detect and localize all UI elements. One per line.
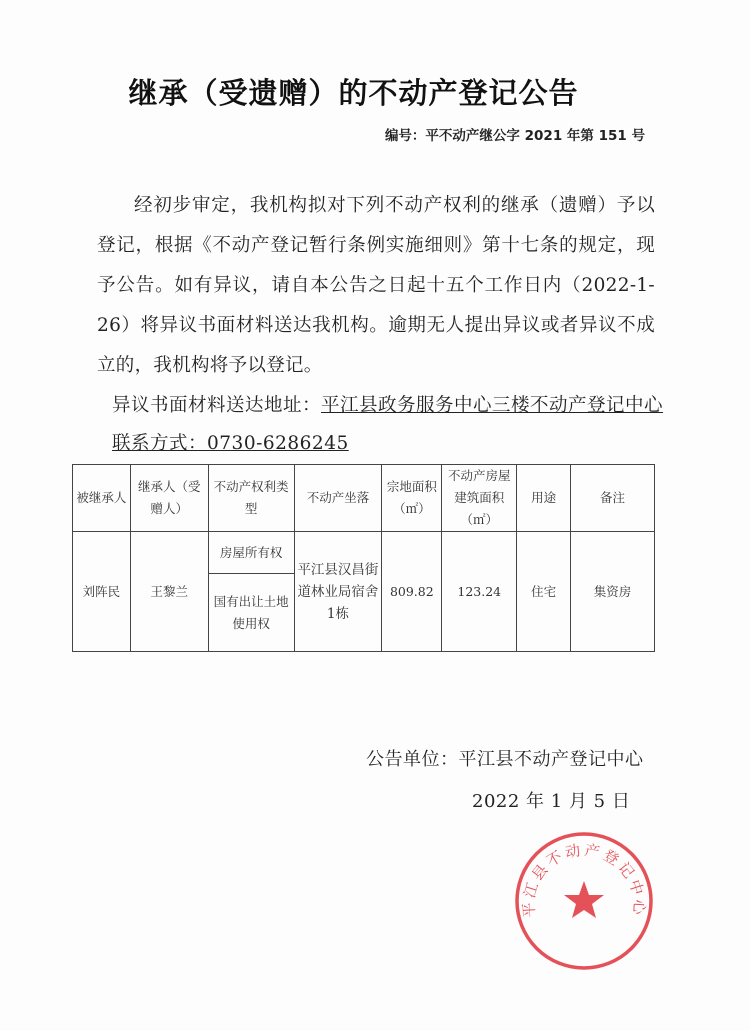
document-number: 编号：平不动产继公字 2021 年第 151 号 [384, 128, 645, 144]
table-row [73, 532, 655, 574]
cell-use: 住宅 [517, 532, 571, 652]
issue-date: 2022 年 1 月 5 日 [472, 791, 631, 812]
cell-land-area: 809.82 [382, 532, 442, 652]
cell-heir: 王黎兰 [130, 532, 208, 652]
address-value: 平江县政务服务中心三楼不动产登记中心 [321, 395, 664, 416]
contact-label: 联系方式： [112, 433, 208, 454]
contact-line [112, 426, 655, 462]
cell-right-type-1: 房屋所有权 [208, 532, 294, 574]
cell-location: 平江县汉昌街道林业局宿舍1栋 [294, 532, 382, 652]
header-heir: 继承人（受赠人） [130, 465, 208, 532]
seal-text: 平江县不动产登记中心 [519, 840, 649, 919]
contact-value: 0730-6286245 [207, 433, 349, 454]
seal-star-icon [564, 881, 604, 918]
header-remark: 备注 [571, 465, 655, 532]
table-header-row [73, 465, 655, 532]
body-paragraph: 经初步审定，我机构拟对下列不动产权利的继承（遗赠）予以登记，根据《不动产登记暂行条例实施细则》第十七条的规定，现予公告。如有异议，请自本公告之日起十五个工作日内（2022-1-26）将异议书面材料送达我机构。逾期无人提出异议或者异议不成立的，我机构将予以登记。 [97, 195, 655, 376]
cell-remark: 集资房 [571, 532, 655, 652]
header-location: 不动产坐落 [294, 465, 382, 532]
header-decedent: 被继承人 [73, 465, 131, 532]
registration-table [72, 464, 655, 652]
header-building-area: 不动产房屋建筑面积（㎡） [442, 465, 517, 532]
address-line [112, 386, 664, 426]
official-seal [512, 829, 656, 973]
cell-building-area: 123.24 [442, 532, 517, 652]
official-seal-icon [512, 829, 656, 973]
document-title: 继承（受遗赠）的不动产登记公告 [128, 76, 579, 110]
header-use: 用途 [517, 465, 571, 532]
header-right-type: 不动产权利类型 [208, 465, 294, 532]
document-body [72, 72, 664, 973]
address-label: 异议书面材料送达地址： [112, 395, 322, 416]
issuing-unit: 公告单位：平江县不动产登记中心 [366, 749, 644, 770]
cell-decedent: 刘阵民 [73, 532, 131, 652]
cell-right-type-2: 国有出让土地使用权 [208, 574, 294, 652]
header-land-area: 宗地面积（㎡） [382, 465, 442, 532]
